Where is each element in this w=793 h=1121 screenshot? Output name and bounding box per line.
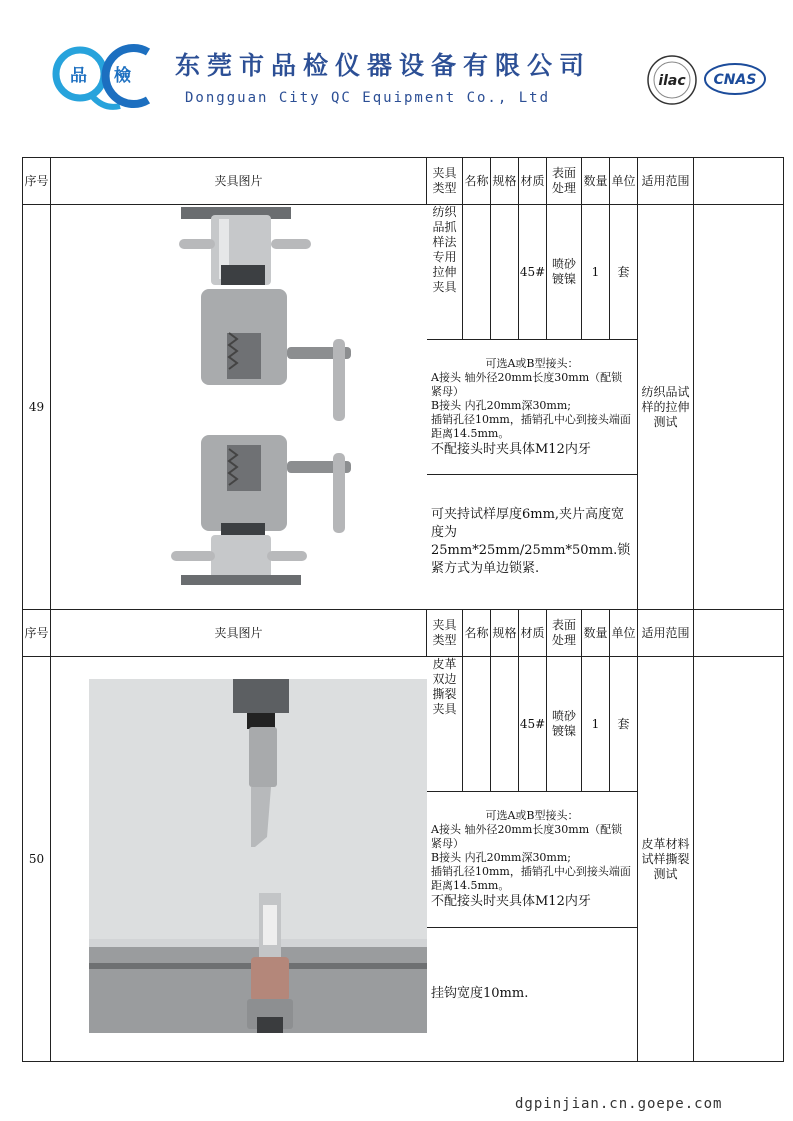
connector-line: B接头 内孔20mm深30mm; (431, 398, 572, 412)
cnas-badge (703, 62, 767, 96)
company-name-en: Dongguan City QC Equipment Co., Ltd (185, 90, 551, 106)
row-material: 45# (519, 205, 547, 340)
connector-line: 可选A或B型接头： (485, 808, 579, 822)
header-name: 名称 (463, 158, 491, 205)
header-material: 材质 (519, 158, 547, 205)
page-header (0, 0, 793, 140)
cnas-text: CNAS (713, 72, 757, 88)
ilac-badge (646, 54, 698, 106)
header-blank (694, 610, 784, 657)
header-type: 夹具类型 (427, 610, 463, 657)
row-material: 45# (519, 657, 547, 792)
row-type: 纺织品抓样法专用拉伸夹具 (427, 205, 463, 340)
header-scope: 适用范围 (638, 610, 694, 657)
table-header-row (23, 610, 784, 657)
header-unit: 单位 (610, 158, 638, 205)
connector-line: A接头 轴外径20mm长度30mm（配锁紧母） (431, 822, 623, 850)
header-unit: 单位 (610, 610, 638, 657)
header-qty: 数量 (582, 158, 610, 205)
row-seq: 50 (23, 657, 51, 1062)
header-type: 夹具类型 (427, 158, 463, 205)
connector-description (427, 340, 638, 475)
row-spec (491, 205, 519, 340)
ilac-text: ilac (658, 73, 686, 89)
row-name (463, 657, 491, 792)
header-name: 名称 (463, 610, 491, 657)
textile-grab-clamp-image (51, 205, 427, 609)
qc-logo (52, 40, 152, 112)
row-seq: 49 (23, 205, 51, 610)
row-blank (694, 205, 784, 610)
row-surface: 喷砂镀镍 (547, 657, 582, 792)
fixture-table (22, 157, 784, 1062)
company-name-cn: 东莞市品检仪器设备有限公司 (175, 51, 592, 80)
header-blank (694, 158, 784, 205)
header-image: 夹具图片 (51, 158, 427, 205)
connector-line: B接头 内孔20mm深30mm; (431, 850, 572, 864)
connector-line: 可选A或B型接头： (485, 356, 579, 370)
fixture-image-cell (51, 205, 427, 610)
header-surface: 表面处理 (547, 610, 582, 657)
header-seq: 序号 (23, 610, 51, 657)
connector-line: 不配接头时夹具体M12内牙 (431, 893, 591, 909)
row-type: 皮革双边撕裂夹具 (427, 657, 463, 792)
fixture-image-cell (51, 657, 427, 1062)
header-surface: 表面处理 (547, 158, 582, 205)
row-qty: 1 (582, 205, 610, 340)
row-spec (491, 657, 519, 792)
header-material: 材质 (519, 610, 547, 657)
header-qty: 数量 (582, 610, 610, 657)
row-name (463, 205, 491, 340)
row-surface: 喷砂镀镍 (547, 205, 582, 340)
logo-char-2: 檢 (114, 66, 131, 86)
logo-char-1: 品 (70, 66, 87, 86)
row-blank (694, 657, 784, 1062)
leather-tear-clamp-image (51, 657, 427, 1061)
row-scope: 纺织品试样的拉伸测试 (638, 205, 694, 610)
row-qty: 1 (582, 657, 610, 792)
table-row (23, 205, 784, 340)
connector-line: 插销孔径10mm，插销孔中心到接头端面距离14.5mm。 (431, 864, 631, 892)
feature-description: 挂钩宽度10mm. (427, 927, 638, 1061)
connector-line: A接头 轴外径20mm长度30mm（配锁紧母） (431, 370, 623, 398)
website-url: dgpinjian.cn.goepe.com (515, 1096, 723, 1112)
header-scope: 适用范围 (638, 158, 694, 205)
row-scope: 皮革材料试样撕裂测试 (638, 657, 694, 1062)
header-spec: 规格 (491, 610, 519, 657)
header-seq: 序号 (23, 158, 51, 205)
header-image: 夹具图片 (51, 610, 427, 657)
connector-line: 不配接头时夹具体M12内牙 (431, 441, 591, 457)
table-row (23, 657, 784, 792)
feature-description: 可夹持试样厚度6mm,夹片高度宽度为25mm*25mm/25mm*50mm.锁紧方式为单边锁紧. (427, 475, 638, 610)
table-header-row (23, 158, 784, 205)
row-unit: 套 (610, 205, 638, 340)
connector-line: 插销孔径10mm，插销孔中心到接头端面距离14.5mm。 (431, 412, 631, 440)
row-unit: 套 (610, 657, 638, 792)
connector-description (427, 792, 638, 927)
header-spec: 规格 (491, 158, 519, 205)
